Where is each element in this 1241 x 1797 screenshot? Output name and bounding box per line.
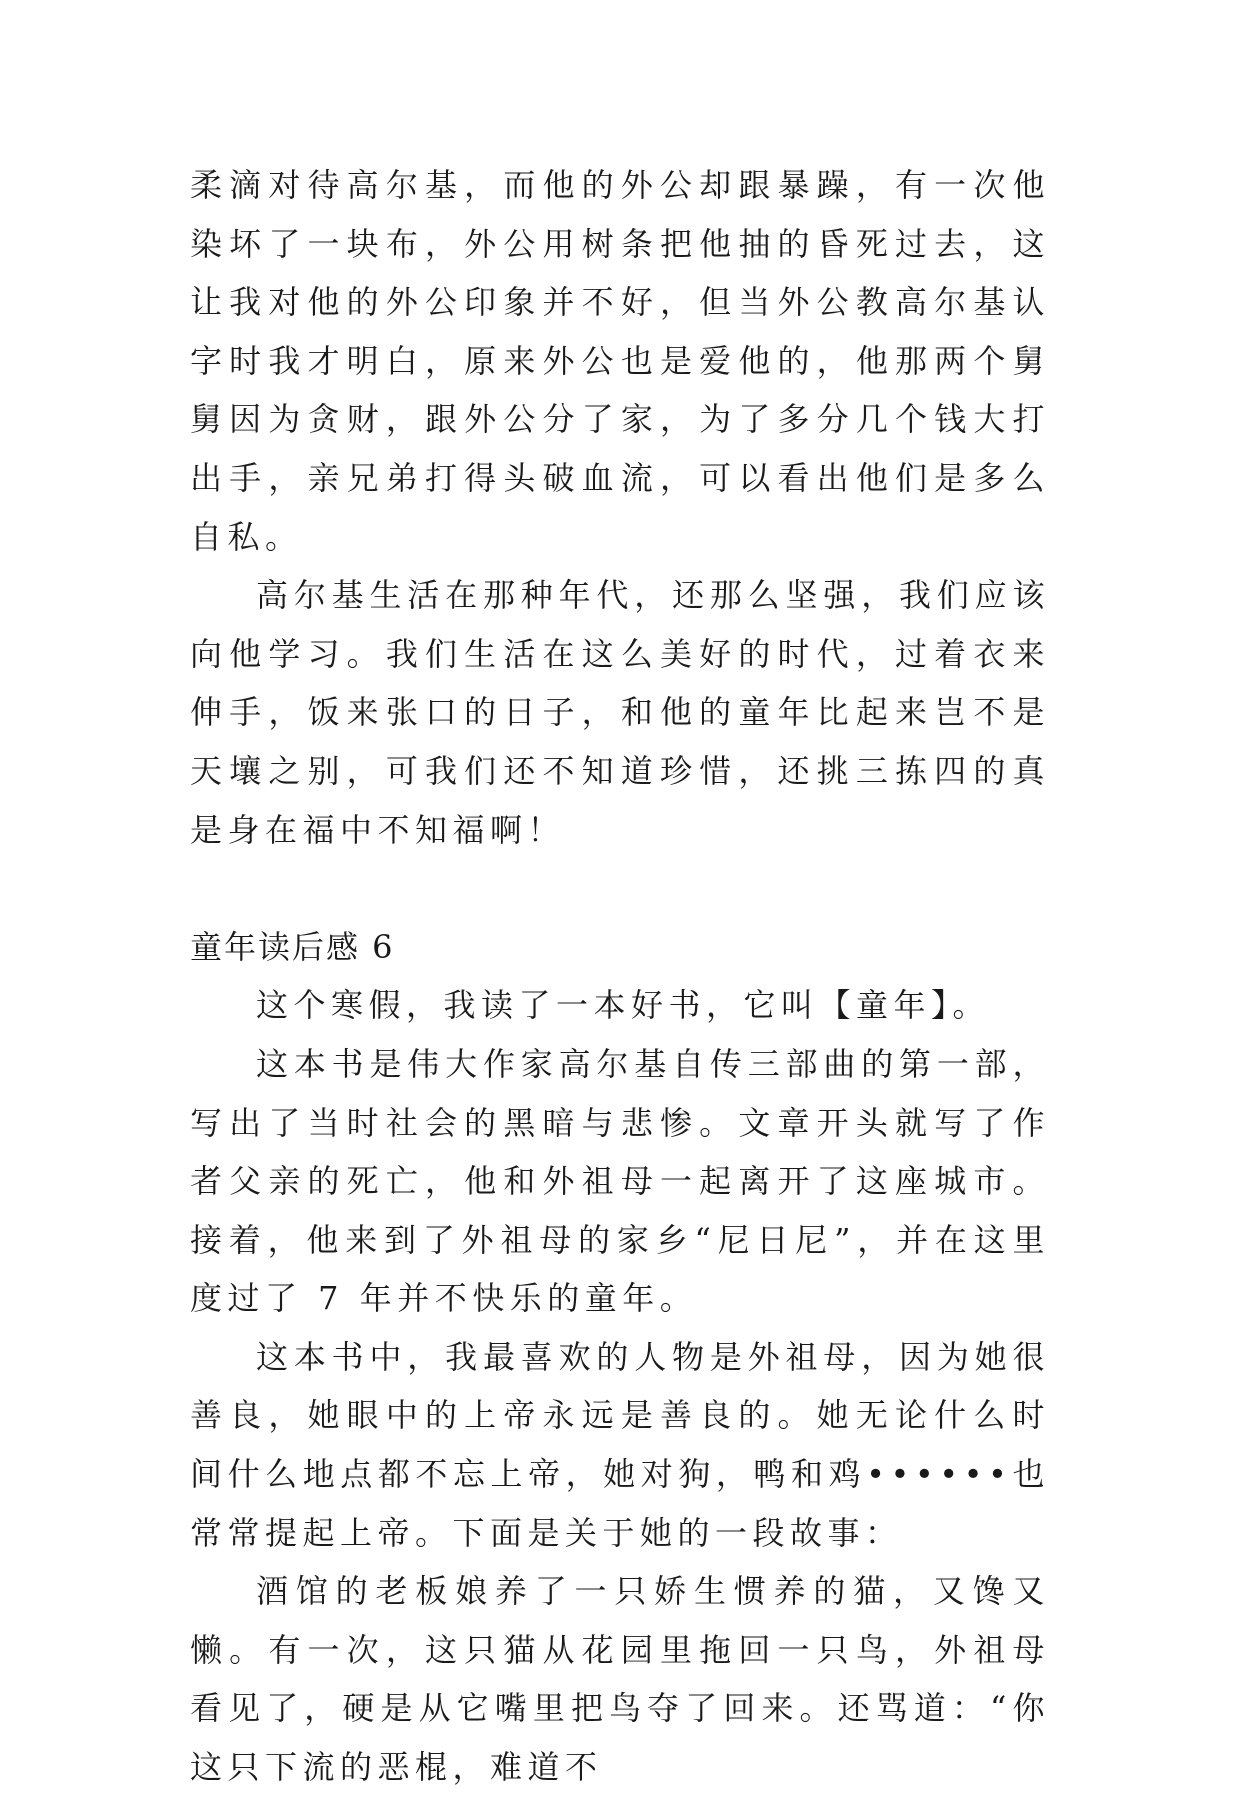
paragraph-grandmother: 这本书中，我最喜欢的人物是外祖母，因为她很善良，她眼中的上帝永远是善良的。她无论什么时间什么地点都不忘上帝，她对狗，鸭和鸡••••••也常常提起上帝。下面是关于她的一段故事： <box>190 1337 1050 1552</box>
paragraph-winter-break: 这个寒假，我读了一本好书，它叫【童年】。 <box>256 986 991 1025</box>
paragraph-reflection: 高尔基生活在那种年代，还那么坚强，我们应该向他学习。我们生活在这么美好的时代，过着衣来伸手，饭来张口的日子，和他的童年比起来岂不是天壤之别，可我们还不知道珍惜，还挑三拣四的真是身在福中不知福啊！ <box>190 576 1050 849</box>
section-heading: 童年读后感 6 <box>190 927 395 966</box>
paragraph-book-intro: 这本书是伟大作家高尔基自传三部曲的第一部，写出了当时社会的黑暗与悲惨。文章开头就写了作者父亲的死亡，他和外祖母一起离开了这座城市。接着，他来到了外祖母的家乡“尼日尼”，并在这里度过了 7 年并不快乐的童年。 <box>190 1044 1050 1318</box>
paragraph-grandfather: 柔滴对待高尔基，而他的外公却跟暴躁，有一次他染坏了一块布，外公用树条把他抽的昏死过去，这让我对他的外公印象并不好，但当外公教高尔基认字时我才明白，原来外公也是爱他的，他那两个舅舅因为贪财，跟外公分了家，为了多分几个钱大打出手，亲兄弟打得头破血流，可以看出他们是多么自私。 <box>190 166 1050 556</box>
section-spacer <box>190 859 1050 918</box>
document-body <box>190 156 1050 1797</box>
paragraph-cat-story: 酒馆的老板娘养了一只娇生惯养的猫，又馋又懒。有一次，这只猫从花园里拖回一只鸟，外祖母看见了，硬是从它嘴里把鸟夺了回来。还骂道：“你这只下流的恶棍，难道不 <box>190 1572 1050 1787</box>
